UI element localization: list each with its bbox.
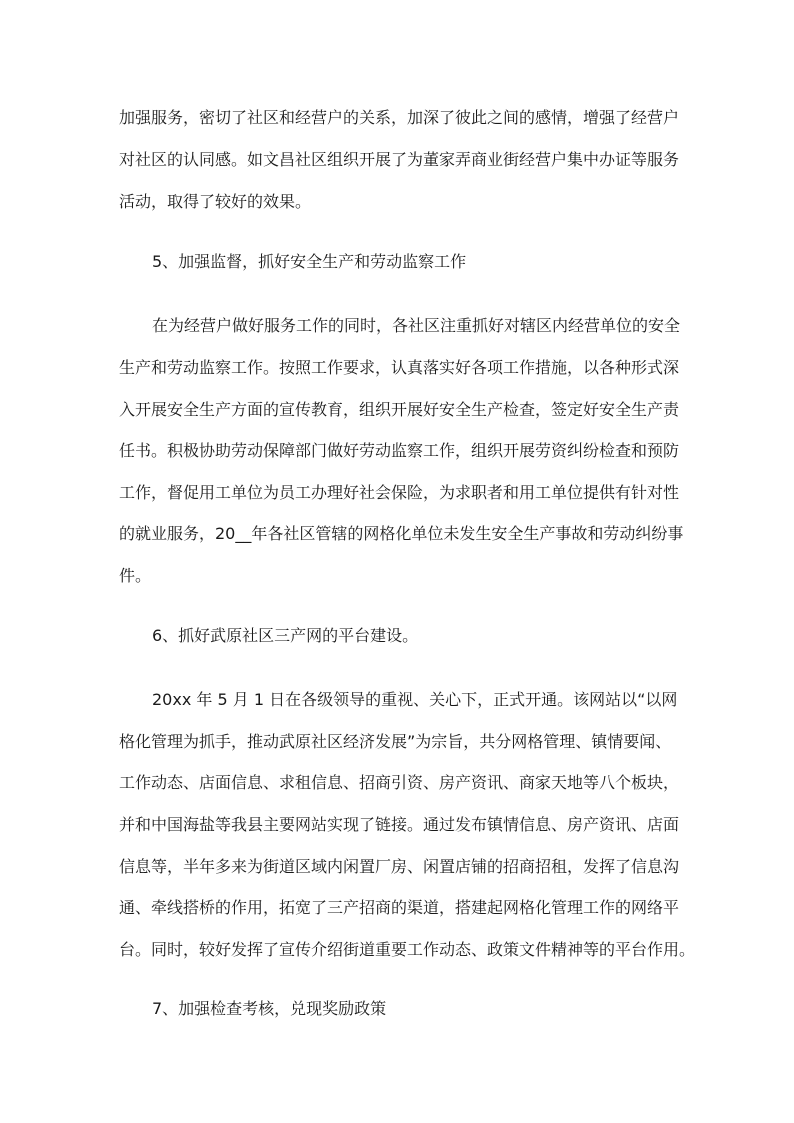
text-line: 生产和劳动监察工作。按照工作要求，认真落实好各项工作措施，以各种形式深 [119,358,680,377]
text-line: 件。 [119,566,152,585]
text-line: 通、牵线搭桥的作用，拓宽了三产招商的渠道，搭建起网格化管理工作的网络平 [119,898,680,917]
text-line: 并和中国海盐等我县主要网站实现了链接。通过发布镇情信息、房产资讯、店面 [119,815,680,834]
text-line: 台。同时，较好发挥了宣传介绍街道重要工作动态、政策文件精神等的平台作用。 [119,940,696,959]
text-line: 20xx 年 5 月 1 日在各级领导的重视、关心下，正式开通。该网站以“以网 [152,690,678,709]
section-heading-5: 5、加强监督，抓好安全生产和劳动监察工作 [152,252,467,271]
text-line: 对社区的认同感。如文昌社区组织开展了为董家弄商业街经营户集中办证等服务 [119,150,680,169]
text-line: 在为经营户做好服务工作的同时，各社区注重抓好对辖区内经营单位的安全 [152,316,681,335]
text-line: 加强服务，密切了社区和经营户的关系，加深了彼此之间的感情，增强了经营户 [119,108,680,127]
text-line: 格化管理为抓手，推动武原社区经济发展”为宗旨，共分网格管理、镇情要闻、 [119,732,672,751]
text-line: 入开展安全生产方面的宣传教育，组织开展好安全生产检查，签定好安全生产责 [119,400,680,419]
text-line: 任书。积极协助劳动保障部门做好劳动监察工作，组织开展劳资纠纷检查和预防 [119,441,680,460]
text-line: 信息等，半年多来为街道区域内闲置厂房、闲置店铺的招商招租，发挥了信息沟 [119,857,680,876]
text-line: 活动，取得了较好的效果。 [119,192,312,211]
section-heading-6: 6、抓好武原社区三产网的平台建设。 [152,626,419,645]
section-heading-7: 7、加强检查考核，兑现奖励政策 [152,999,387,1018]
text-line: 工作动态、店面信息、求租信息、招商引资、房产资讯、商家天地等八个板块， [119,773,680,792]
text-line: 的就业服务，20__年各社区管辖的网格化单位未发生安全生产事故和劳动纠纷事 [119,524,684,543]
text-line: 工作，督促用工单位为员工办理好社会保险，为求职者和用工单位提供有针对性 [119,483,680,502]
